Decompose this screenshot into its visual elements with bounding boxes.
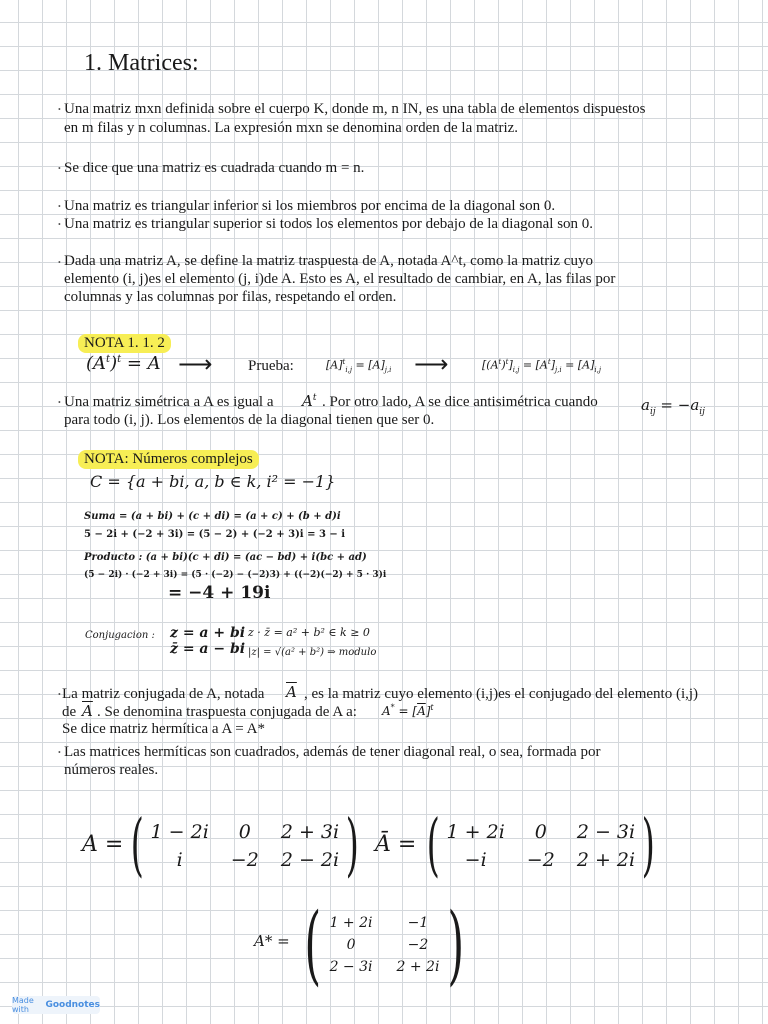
- matrix-cell: 1 + 2i: [329, 915, 373, 931]
- math-antisymmetric: $a_{ij} = -a_{ij}$: [641, 396, 705, 417]
- bullet: •: [58, 258, 61, 267]
- proof-step-2: $[(A^t)^t]_{i,j} = [A^t]_{j,i} = [A]_{i,j}$: [482, 358, 602, 374]
- paragraph-symmetric-line2: para todo (i, j). Los elementos de la diagonal tienen que ser 0.: [64, 412, 435, 428]
- matrix-cell: 2 − 3i: [576, 821, 636, 843]
- bullet: •: [58, 202, 61, 211]
- conjugacion-label: Conjugacion :: [85, 630, 155, 641]
- math-Abar: $\overline{A}$: [286, 683, 297, 701]
- matrix-cell: 1 + 2i: [446, 821, 505, 843]
- matrix-cell: 2 + 2i: [396, 959, 440, 975]
- conjugate-zbar: z̄ = a − bi: [170, 641, 246, 657]
- conjugate-product: z · z̄ = a² + b² ∈ k ≥ 0: [248, 626, 370, 639]
- transpose-identity: $(A^t)^t = A$: [86, 353, 161, 374]
- paragraph-matrix-def-line2: en m filas y n columnas. La expresión mxn se denomina orden de la matriz.: [64, 120, 519, 136]
- paragraph-hermitian-props-line2: números reales.: [64, 762, 159, 778]
- matrix-Abar-label: Ā =: [375, 832, 417, 857]
- proof-step-1: $[A]^t_{i,j} = [A]_{j,i}$: [326, 358, 392, 374]
- producto-result: = −4 + 19i: [168, 583, 271, 603]
- bullet: •: [58, 105, 61, 114]
- matrix-cell: −2: [230, 849, 259, 871]
- suma-line-2: 5 − 2i + (−2 + 3i) = (5 − 2) + (−2 + 3)i = 3 − i: [84, 529, 346, 540]
- bullet: •: [58, 748, 61, 757]
- made-with-text: Made with: [12, 996, 34, 1014]
- bullet: •: [58, 690, 61, 699]
- arrow-icon: ⟶: [414, 350, 449, 378]
- left-paren: (: [426, 806, 440, 885]
- paragraph-conjugate-d: . Se denomina traspuesta conjugada de A a:: [97, 704, 357, 720]
- paragraph-transpose-line3: columnas y las columnas por filas, respetando el orden.: [64, 289, 397, 305]
- right-paren: ): [641, 806, 655, 885]
- matrix-cell: −i: [464, 849, 487, 871]
- paragraph-transpose-line2: elemento (i, j)es el elemento (j, i)de A. Esto es A, el resultado de cambiar, en A, las filas por: [64, 271, 616, 287]
- paragraph-conjugate-c: de: [62, 704, 77, 720]
- paragraph-symmetric-a: Una matriz simétrica a A es igual a: [64, 394, 274, 410]
- arrow-icon: ⟶: [178, 350, 213, 378]
- matrix-cell: 1 − 2i: [150, 821, 209, 843]
- paragraph-lower-triangular: Una matriz es triangular inferior si los miembros por encima de la diagonal son 0.: [64, 198, 556, 214]
- paragraph-symmetric-b: . Por otro lado, A se dice antisimétrica cuando: [322, 394, 598, 410]
- matrix-cell: 2 + 3i: [280, 821, 340, 843]
- producto-line-2: (5 − 2i) · (−2 + 3i) = (5 · (−2) − (−2)3) + ((−2)(−2) + 5 · 3)i: [84, 570, 387, 580]
- bullet: •: [58, 220, 61, 229]
- matrix-cell: 2 + 2i: [576, 849, 636, 871]
- conjugate-modulus: |z| = √(a² + b²) ⇒ modulo: [248, 647, 377, 658]
- left-paren: (: [130, 806, 144, 885]
- matrix-Astar-label: A* =: [254, 932, 290, 950]
- matrix-Abar: [420, 806, 662, 885]
- matrix-cell: 0: [238, 821, 251, 843]
- matrix-A: [124, 806, 366, 885]
- nota-1-label: NOTA 1. 1. 2: [78, 334, 171, 353]
- producto-line-1: Producto : (a + bi)(c + di) = (ac − bd) + i(bc + ad): [84, 552, 367, 563]
- paragraph-matrix-def-line1: Una matriz mxn definida sobre el cuerpo K, donde m, n IN, es una tabla de elementos dispuestos: [64, 101, 646, 117]
- nota-1-prueba: Prueba:: [248, 358, 294, 374]
- matrix-cell: 2 − 3i: [329, 959, 373, 975]
- matrix-A-label: A =: [82, 832, 124, 857]
- page-title: 1. Matrices:: [84, 50, 199, 76]
- paragraph-square-matrix: Se dice que una matriz es cuadrada cuando m = n.: [64, 160, 365, 176]
- math-Astar-def: $A^* = [\overline{A}]^t$: [382, 703, 434, 718]
- complex-set: C = {a + bi, a, b ∈ k, i² = −1}: [90, 472, 336, 491]
- matrix-cell: i: [176, 849, 183, 871]
- goodnotes-watermark: [12, 996, 100, 1014]
- matrix-cell: −2: [526, 849, 555, 871]
- matrix-cell: 0: [534, 821, 547, 843]
- bullet: •: [58, 398, 61, 407]
- paragraph-transpose-line1: Dada una matriz A, se define la matriz traspuesta de A, notada A^t, como la matriz cuyo: [64, 253, 593, 269]
- paragraph-hermitian: Se dice matriz hermítica a A = A*: [62, 721, 265, 737]
- right-paren: ): [345, 806, 359, 885]
- matrix-cell: 0: [346, 937, 356, 953]
- paragraph-upper-triangular: Una matriz es triangular superior si todos los elementos por debajo de la diagonal son 0.: [64, 216, 594, 232]
- matrix-cell: 2 − 2i: [280, 849, 340, 871]
- conjugate-z: z = a + bi: [170, 625, 246, 641]
- math-At: $A^t$: [302, 392, 317, 410]
- right-paren: ): [447, 895, 465, 995]
- bullet: •: [58, 164, 61, 173]
- nota-2-label: NOTA: Números complejos: [78, 450, 259, 469]
- matrix-cell: −2: [407, 937, 429, 953]
- matrix-cell: −1: [407, 915, 429, 931]
- paragraph-conjugate-a: La matriz conjugada de A, notada: [62, 686, 265, 702]
- math-Abar-2: $\overline{A}$: [82, 702, 93, 720]
- paragraph-hermitian-props-line1: Las matrices hermíticas son cuadrados, además de tener diagonal real, o sea, formada por: [64, 744, 601, 760]
- paragraph-conjugate-b: , es la matriz cuyo elemento (i,j)es el conjugado del elemento (i,j): [304, 686, 699, 702]
- left-paren: (: [304, 895, 322, 995]
- goodnotes-brand: Goodnotes: [45, 1000, 100, 1010]
- suma-line-1: Suma = (a + bi) + (c + di) = (a + c) + (b + d)i: [84, 511, 341, 522]
- matrix-Astar: [296, 895, 473, 995]
